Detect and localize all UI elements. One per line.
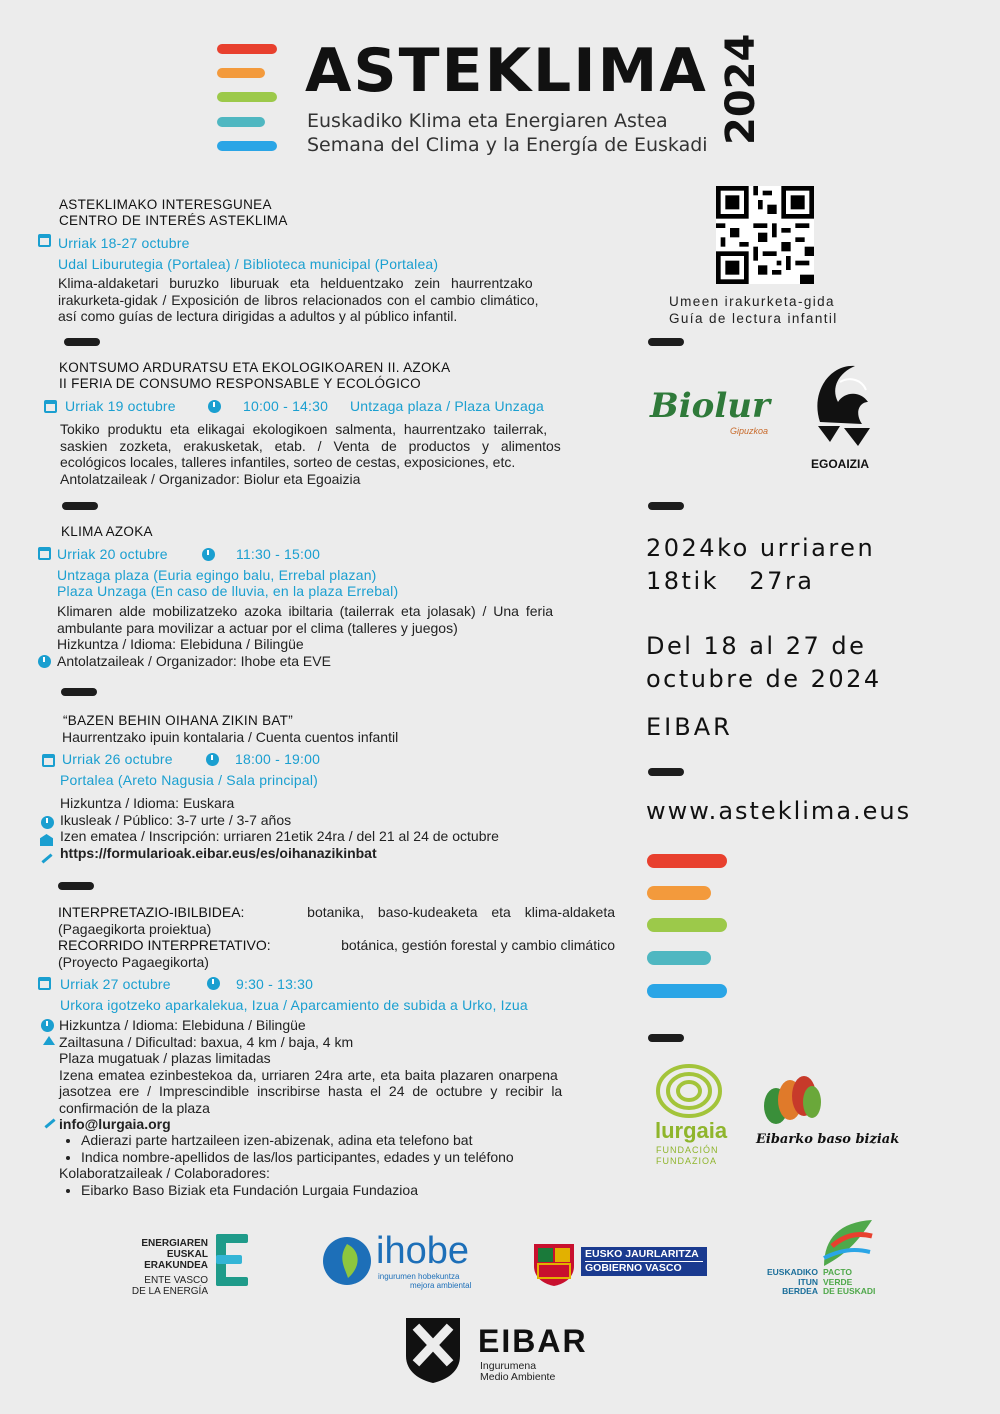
event5-heading-eu: [58, 904, 615, 921]
text-line: saskien zozketa, erakusketak, etab. / Venta de productos y alimentos: [60, 437, 561, 454]
deco-bar-teal: [647, 951, 711, 965]
event4-subheading: Haurrentzako ipuin kontalaria / Cuenta cuentos infantil: [62, 729, 399, 745]
eve-line: DE LA ENERGÍA: [131, 1286, 208, 1297]
event3-heading: KLIMA AZOKA: [61, 524, 153, 539]
text-line: Zailtasuna / Dificultad: baxua, 4 km / baja, 4 km: [59, 1033, 354, 1050]
event2-heading-es: II FERIA DE CONSUMO RESPONSABLE Y ECOLÓGICO: [59, 376, 421, 391]
list-item: • Indica nombre-apellidos de las/los participantes, edades y un teléfono: [81, 1149, 514, 1166]
registration-link[interactable]: https://formularioak.eibar.eus/es/oihanazikinbat: [60, 844, 377, 861]
event5-heading-desc: botánica, gestión forestal y cambio climático: [341, 937, 615, 953]
subtitle-eu: Euskadiko Klima eta Energiaren Astea: [307, 110, 668, 132]
pencil-icon: [41, 853, 52, 863]
event3-place-eu: Untzaga plaza (Euria egingo balu, Errebal plazan): [57, 567, 377, 583]
event1-description: [58, 275, 615, 325]
event5-heading: [58, 904, 615, 970]
separator: [648, 502, 684, 510]
logo-bar-red: [217, 44, 277, 54]
text-line: Hizkuntza / Idioma: Elebiduna / Bilingüe: [57, 636, 304, 652]
pv-line: VERDE: [823, 1276, 853, 1287]
clock-icon: [208, 400, 221, 413]
eve-line: ENTE VASCO: [144, 1275, 208, 1286]
pacto-verde-logo-mark: [820, 1218, 876, 1268]
qr-caption-es: Guía de lectura infantil: [669, 311, 838, 326]
list-item: • Adierazi parte hartzaileen izen-abizenak, adina eta telefono bat: [81, 1132, 514, 1149]
gv-line: EUSKO JAURLARITZA: [585, 1248, 699, 1260]
qr-caption-eu: Umeen irakurketa-gida: [669, 294, 835, 309]
event4-heading: “BAZEN BEHIN OIHANA ZIKIN BAT”: [63, 713, 294, 728]
eve-line: EUSKAL ERAKUNDEA: [144, 1249, 208, 1271]
email-link[interactable]: info@lurgaia.org: [59, 1116, 171, 1132]
deco-bar-orange: [647, 886, 711, 900]
event3-description: [57, 603, 610, 669]
eibar-logo-text: EIBAR: [478, 1323, 588, 1359]
lurgaia-logo-mark: [656, 1064, 722, 1118]
logo-bar-orange: [217, 68, 265, 78]
pv-line: PACTO: [823, 1267, 852, 1277]
text-line: Tokiko produktu eta elikagai ekologikoen salmenta, haurrentzako tailerrak,: [60, 421, 548, 437]
ihobe-logo-sub1: ingurumen hobekuntza: [378, 1272, 460, 1281]
pencil-icon: [44, 1118, 55, 1128]
ihobe-logo-sub2: mejora ambiental: [410, 1281, 472, 1290]
separator: [64, 338, 100, 346]
pv-line: DE EUSKADI: [823, 1286, 876, 1296]
calendar-icon: [38, 977, 51, 990]
event4-description: [60, 795, 499, 861]
language-icon: [41, 1019, 54, 1032]
text-line: (Proyecto Pagaegikorta): [58, 953, 209, 970]
event1-heading-es: CENTRO DE INTERÉS ASTEKLIMA: [59, 213, 288, 228]
separator: [61, 688, 97, 696]
event5-time: 9:30 - 13:30: [236, 976, 314, 992]
text-line: Plaza mugatuak / plazas limitadas: [59, 1050, 271, 1066]
title-year: 2024: [718, 33, 764, 145]
separator: [648, 338, 684, 346]
text-line: Ikusleak / Público: 3-7 urte / 3-7 años: [60, 811, 292, 828]
baso-biziak-logo: [762, 1072, 824, 1128]
text-line: jasotzea ere / Imprescindible inscribirse hasta el 24 de octubre y recibir la: [59, 1083, 563, 1099]
dates-es-line2: octubre de 2024: [646, 665, 882, 693]
clock-icon: [202, 548, 215, 561]
dates-es-line1: Del 18 al 27 de: [646, 632, 867, 660]
text-line: Izena ematea ezinbestekoa da, urriaren 24ra arte, eta baita plazaren onarpena: [59, 1066, 558, 1083]
text-line: (Pagaegikorta proiektua): [58, 920, 212, 937]
qr-caption: [669, 293, 838, 327]
audience-icon: [41, 816, 54, 829]
text-line: Izen ematea / Inscripción: urriaren 21etik 24ra / del 21 al 24 de octubre: [60, 828, 499, 844]
ihobe-logo-text: ihobe: [376, 1230, 469, 1272]
event5-heading-label: INTERPRETAZIO-IBILBIDEA:: [58, 904, 245, 920]
eibar-shield: [404, 1316, 462, 1384]
pacto-verde-es: [823, 1268, 875, 1297]
text-line: Klima-aldaketari buruzko liburuak eta helduentzako zein haurrentzako: [58, 275, 533, 291]
deco-bar-red: [647, 854, 727, 868]
separator: [58, 882, 94, 890]
subtitle-es: Semana del Clima y la Energía de Euskadi: [307, 134, 708, 156]
text-line: irakurketa-gidak / Exposición de libros relacionados con el cambio climático,: [58, 291, 539, 308]
calendar-icon: [38, 547, 51, 560]
bullet-list: [59, 1182, 514, 1199]
deco-bar-blue: [647, 984, 727, 998]
text-line: Hizkuntza / Idioma: Euskara: [60, 795, 235, 811]
event5-place: Urkora igotzeko aparkalekua, Izua / Aparcamiento de subida a Urko, Izua: [60, 997, 528, 1013]
bullet-list: [59, 1132, 514, 1165]
language-icon: [38, 655, 51, 668]
eve-line: ENERGIAREN: [141, 1238, 208, 1249]
text-line: Hizkuntza / Idioma: Elebiduna / Bilingüe: [59, 1017, 306, 1033]
eve-logo-mark: [216, 1234, 250, 1286]
lurgaia-logo-sub1: FUNDACIÓN: [656, 1145, 719, 1155]
event4-date: Urriak 26 octubre: [62, 751, 173, 767]
baso-biziak-text: Eibarko baso biziak: [756, 1132, 900, 1147]
website-link[interactable]: www.asteklima.eus: [646, 797, 912, 825]
event3-date: Urriak 20 octubre: [57, 546, 168, 562]
event2-heading-eu: KONTSUMO ARDURATSU ETA EKOLOGIKOAREN II. AZOKA: [59, 360, 451, 375]
event5-date: Urriak 27 octubre: [60, 976, 171, 992]
eibar-logo-sub1: Ingurumena: [480, 1360, 537, 1372]
biolur-logo: [650, 386, 770, 436]
eibar-logo-sub2: Medio Ambiente: [480, 1371, 556, 1383]
event3-time: 11:30 - 15:00: [236, 546, 321, 562]
text-line: confirmación de la plaza: [59, 1099, 210, 1116]
event1-date: Urriak 18-27 octubre: [58, 235, 190, 251]
dates-es: [646, 630, 882, 696]
event4-time: 18:00 - 19:00: [235, 751, 321, 767]
egoaizia-logo: [810, 362, 876, 452]
logo-bar-green: [217, 92, 277, 102]
biolur-logo-sub: Gipuzkoa: [730, 426, 769, 436]
egoaizia-logo-text: EGOAIZIA: [811, 457, 870, 471]
list-item: • Eibarko Baso Biziak eta Fundación Lurgaia Fundazioa: [81, 1182, 514, 1199]
building-icon: [40, 834, 53, 846]
gv-line: GOBIERNO VASCO: [585, 1261, 703, 1275]
logo-bar-teal: [217, 117, 265, 127]
text-line: Antolatzaileak / Organizador: Ihobe eta EVE: [57, 652, 331, 669]
ihobe-logo-mark: [322, 1236, 372, 1286]
separator: [648, 1034, 684, 1042]
event2-time: 10:00 - 14:30: [243, 398, 329, 414]
lurgaia-logo-sub2: FUNDAZIOA: [656, 1156, 718, 1166]
clock-icon: [206, 753, 219, 766]
clock-icon: [207, 977, 220, 990]
pacto-verde-eu: [762, 1268, 818, 1297]
deco-bar-green: [647, 918, 727, 932]
text-line: Klimaren alde mobilizatzeko azoka ibiltaria (tailerrak eta jolasak) / Una feria: [57, 603, 554, 619]
event5-description: [59, 1017, 612, 1133]
logo-bar-blue: [217, 141, 277, 151]
calendar-icon: [42, 754, 55, 767]
gobierno-vasco-box: [581, 1247, 707, 1276]
event5-heading-desc: botanika, baso-kudeaketa eta klima-aldaketa: [307, 904, 615, 920]
text-line: ecológicos locales, talleres infantiles, sorteo de cestas, exposiciones, etc.: [60, 454, 516, 470]
calendar-icon: [38, 234, 51, 247]
event4-place: Portalea (Areto Nagusia / Sala principal): [60, 772, 318, 788]
event5-heading-label: RECORRIDO INTERPRETATIVO:: [58, 937, 271, 953]
lurgaia-logo-text: lurgaia: [655, 1118, 728, 1143]
pv-line: ITUN: [798, 1276, 818, 1287]
event1-place: Udal Liburutegia (Portalea) / Biblioteca municipal (Portalea): [58, 256, 439, 272]
mountain-icon: [43, 1036, 55, 1045]
pv-line: EUSKADIKO: [766, 1267, 818, 1277]
collaborators-label: Kolaboratzaileak / Colaboradores:: [59, 1165, 270, 1181]
pv-line: BERDEA: [782, 1286, 818, 1296]
event1-heading-eu: ASTEKLIMAKO INTERESGUNEA: [59, 197, 272, 212]
text-line: Antolatzaileak / Organizador: Biolur eta Egoaizia: [60, 470, 361, 487]
text-line: así como guías de lectura dirigidas a adultos y al público infantil.: [58, 308, 458, 324]
biolur-logo-text: Biolur: [650, 386, 770, 426]
event2-description: [60, 421, 617, 487]
event2-date: Urriak 19 octubre: [65, 398, 176, 414]
gobierno-vasco-shield: [530, 1240, 578, 1286]
city-name: EIBAR: [646, 713, 733, 741]
event3-place-es: Plaza Unzaga (En caso de lluvia, en la plaza Errebal): [57, 583, 399, 599]
eve-logo-text: [106, 1238, 208, 1297]
event2-place: Untzaga plaza / Plaza Unzaga: [350, 398, 544, 414]
page-title: ASTEKLIMA: [305, 36, 708, 106]
qr-code[interactable]: [716, 186, 814, 284]
event5-bullets: [59, 1132, 514, 1198]
event5-heading-es: [58, 937, 615, 954]
calendar-icon: [44, 400, 57, 413]
dates-eu: [646, 532, 875, 598]
dates-eu-line2: 18tik 27ra: [646, 567, 815, 595]
text-line: ambulante para movilizar a actuar por el clima (talleres y juegos): [57, 619, 458, 636]
separator: [648, 768, 684, 776]
dates-eu-line1: 2024ko urriaren: [646, 534, 876, 562]
separator: [62, 502, 98, 510]
